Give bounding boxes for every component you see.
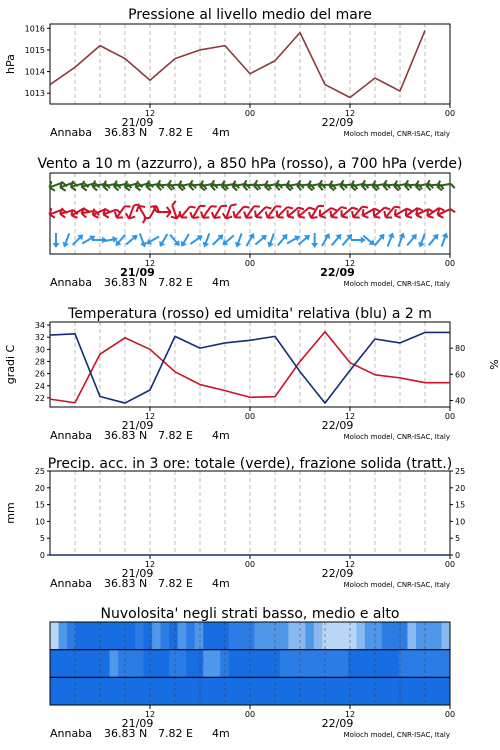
barb-feather [231, 203, 237, 208]
cloud-cell [424, 677, 433, 705]
wind-10m-mark [416, 232, 428, 248]
barb-feather [287, 205, 293, 211]
wind-850hpa-mark [307, 201, 324, 221]
cloud-cell [135, 622, 144, 650]
location-name: Annaba [50, 276, 92, 289]
cloud-cell [110, 650, 119, 678]
cloud-cell [203, 622, 212, 650]
wind-850hpa-mark [382, 201, 401, 220]
cloud-cell [382, 622, 391, 650]
cloud-cell [322, 677, 331, 705]
cloud-cell [433, 650, 442, 678]
arrow-head [416, 242, 424, 249]
wind-10m-mark [61, 232, 73, 248]
location-lon: 7.82 E [158, 577, 193, 590]
cloud-cell [212, 622, 221, 650]
cloud-cell [314, 622, 323, 650]
cloud-cell [365, 677, 374, 705]
y-tick-label: 1015 [24, 45, 45, 55]
arrow-head [157, 241, 166, 249]
y-tick-label: 28 [34, 357, 45, 367]
cloud-cell [144, 622, 153, 650]
barb-feather [385, 206, 391, 212]
wind-10m-mark [137, 232, 149, 248]
model-credit: Moloch model, CNR-ISAC, Italy [343, 280, 450, 288]
y-tick-label: 1014 [24, 67, 45, 77]
date-label: 21/09 [120, 266, 155, 279]
cloud-cell [433, 622, 442, 650]
cloud-cell [416, 650, 425, 678]
x-tick-label: 12 [144, 710, 156, 719]
location-lon: 7.82 E [158, 276, 193, 289]
barb-shaft [288, 208, 299, 217]
cloud-cell [390, 677, 399, 705]
cloud-cell [305, 650, 314, 678]
cloud-cell [169, 677, 178, 705]
wind-10m-mark [188, 233, 204, 247]
x-tick-label: 12 [344, 109, 356, 118]
wind-10m-mark [124, 232, 140, 247]
date-label: 21/09 [121, 116, 154, 129]
model-credit: Moloch model, CNR-ISAC, Italy [343, 433, 450, 441]
cloud-cell [390, 622, 399, 650]
cloud-cell [212, 677, 221, 705]
x-tick-label: 12 [144, 560, 156, 569]
cloud-cell [365, 650, 374, 678]
cloud-cell [297, 622, 306, 650]
cloud-cell [229, 650, 238, 678]
cloud-cell [322, 650, 331, 678]
x-tick-label: 00 [244, 710, 256, 719]
barb-feather [190, 204, 196, 210]
y2-tick-label: 40 [455, 396, 466, 406]
location-name: Annaba [50, 126, 92, 139]
cloud-cell [161, 650, 170, 678]
cloud-cell [101, 650, 110, 678]
cloud-cell [178, 622, 187, 650]
cloud-cell [59, 677, 68, 705]
x-tick-label: 00 [444, 109, 456, 118]
x-tick-label: 12 [144, 412, 156, 421]
cloud-cell [118, 622, 127, 650]
cloud-cell [305, 622, 314, 650]
barb-feather [451, 183, 455, 188]
cloud-cell [356, 677, 365, 705]
date-label: 21/09 [121, 717, 154, 730]
cloud-cell [297, 677, 306, 705]
plot-frame [50, 24, 450, 104]
location-lat: 36.83 N [104, 429, 148, 442]
y2-tick-label: 15 [455, 500, 466, 510]
cloud-cell [237, 677, 246, 705]
cloud-cell [382, 677, 391, 705]
barb-shaft [342, 208, 353, 217]
cloud-cell [365, 622, 374, 650]
cloud-cell [110, 622, 119, 650]
wind-10m-mark [395, 231, 407, 247]
arrow-head [388, 231, 396, 238]
cloud-cell [178, 650, 187, 678]
chart-title-precipitation: Precip. acc. in 3 ore: totale (verde), frazione solida (tratt.) [47, 456, 453, 472]
cloud-cell [305, 677, 314, 705]
wind-10m-mark [233, 232, 245, 248]
cloud-cell [59, 622, 68, 650]
x-tick-label: 12 [344, 710, 356, 719]
cloud-cell [322, 622, 331, 650]
wind-10m-mark [53, 233, 60, 248]
location-alt: 4m [212, 577, 230, 590]
location-lon: 7.82 E [158, 429, 193, 442]
date-label: 21/09 [121, 419, 154, 432]
location-lon: 7.82 E [158, 126, 193, 139]
y-axis-label: hPa [4, 54, 17, 74]
x-tick-label: 00 [244, 109, 256, 118]
chart-title-temperature: Temperatura (rosso) ed umidita' relativa (blu) a 2 m [68, 306, 432, 322]
y2-tick-label: 80 [455, 344, 466, 354]
chart-title-pressure: Pressione al livello medio del mare [128, 7, 372, 23]
model-credit: Moloch model, CNR-ISAC, Italy [343, 130, 450, 138]
location-alt: 4m [212, 276, 230, 289]
cloud-cell [331, 677, 340, 705]
cloud-cell [424, 622, 433, 650]
y-tick-label: 26 [34, 369, 45, 379]
location-lat: 36.83 N [104, 276, 148, 289]
cloud-cell [127, 650, 136, 678]
barb-feather [309, 206, 315, 212]
y2-tick-label: 25 [455, 467, 466, 476]
date-label: 22/09 [321, 717, 354, 730]
cloud-cell [424, 650, 433, 678]
barb-feather [211, 204, 217, 209]
y2-tick-label: 5 [455, 534, 461, 544]
arrow-head [233, 242, 241, 249]
cloud-cell [288, 677, 297, 705]
cloud-cell [50, 677, 59, 705]
cloud-cell [339, 677, 348, 705]
cloud-cell [441, 650, 450, 678]
cloud-cell [84, 677, 93, 705]
y-axis-label: mm [4, 502, 17, 524]
wind-10m-mark [201, 232, 213, 248]
cloud-cell [144, 650, 153, 678]
cloud-cell [118, 650, 127, 678]
x-tick-label: 00 [444, 412, 456, 421]
barb-feather [352, 206, 358, 212]
cloud-cell [127, 622, 136, 650]
wind-10m-mark [319, 231, 333, 247]
cloud-cell [152, 650, 161, 678]
cloud-cell [144, 677, 153, 705]
cloud-cell [161, 677, 170, 705]
location-name: Annaba [50, 429, 92, 442]
wind-10m-mark [426, 232, 441, 248]
barb-feather [221, 203, 227, 208]
y-tick-label: 1016 [24, 24, 45, 34]
cloud-cell [433, 677, 442, 705]
y-tick-label: 20 [34, 483, 45, 493]
y-tick-label: 32 [34, 333, 45, 343]
cloud-cell [76, 622, 85, 650]
cloud-cell [195, 677, 204, 705]
wind-10m-mark [178, 232, 192, 248]
wind-10m-mark [210, 232, 226, 248]
pressure-line [50, 30, 425, 97]
location-lat: 36.83 N [104, 727, 148, 740]
barb-feather [171, 201, 177, 206]
y-axis-label: gradi C [4, 344, 17, 385]
cloud-cell [101, 677, 110, 705]
location-lon: 7.82 E [158, 727, 193, 740]
x-tick-label: 12 [344, 560, 356, 569]
barb-feather [318, 203, 324, 208]
wind-10m-mark [253, 232, 269, 247]
cloud-cell [441, 622, 450, 650]
wind-10m-mark [70, 232, 86, 248]
cloud-cell [416, 622, 425, 650]
cloud-cell [186, 622, 195, 650]
cloud-cell [407, 650, 416, 678]
arrow-head [53, 243, 60, 248]
arrow-head [266, 242, 274, 249]
wind-10m-mark [275, 232, 290, 248]
wind-10m-mark [329, 232, 344, 248]
cloud-cell [356, 622, 365, 650]
model-credit: Moloch model, CNR-ISAC, Italy [343, 731, 450, 739]
cloud-cell [152, 677, 161, 705]
cloud-cell [297, 650, 306, 678]
wind-850hpa-mark [144, 203, 161, 223]
barb-feather [341, 205, 347, 211]
cloud-cell [348, 650, 357, 678]
y-tick-label: 22 [34, 393, 45, 403]
cloud-cell [254, 677, 263, 705]
wind-10m-mark [144, 233, 160, 247]
cloud-cell [416, 677, 425, 705]
date-label: 22/09 [321, 419, 354, 432]
cloud-cell [135, 650, 144, 678]
cloud-cell [407, 677, 416, 705]
wind-850hpa-mark [436, 203, 456, 219]
cloud-cell [50, 622, 59, 650]
cloud-cell [59, 650, 68, 678]
chart-title-cloud: Nuvolosita' negli strati basso, medio e alto [100, 606, 400, 622]
cloud-cell [118, 677, 127, 705]
barb-feather [125, 204, 131, 209]
location-alt: 4m [212, 126, 230, 139]
x-tick-label: 12 [144, 109, 156, 118]
barb-shaft [181, 207, 190, 218]
y-tick-label: 24 [34, 381, 45, 391]
arrow-head [311, 243, 318, 248]
wind-10m-mark [351, 237, 366, 244]
cloud-cell [314, 650, 323, 678]
arrow-head [294, 233, 302, 242]
arrow-head [178, 241, 187, 249]
y2-tick-label: 20 [455, 483, 466, 493]
wind-10m-mark [404, 232, 419, 248]
wind-850hpa-mark [154, 207, 171, 217]
cloud-cell [186, 650, 195, 678]
cloud-cell [169, 622, 178, 650]
cloud-cell [348, 622, 357, 650]
wind-10m-mark [311, 233, 318, 248]
date-label: 22/09 [321, 567, 354, 580]
cloud-cell [76, 650, 85, 678]
cloud-cell [229, 622, 238, 650]
cloud-cell [237, 650, 246, 678]
cloud-cell [84, 650, 93, 678]
cloud-cell [186, 677, 195, 705]
barb-feather [266, 205, 272, 211]
location-lat: 36.83 N [104, 126, 148, 139]
cloud-cell [50, 650, 59, 678]
cloud-cell [280, 650, 289, 678]
date-label: 22/09 [320, 266, 355, 279]
cloud-cell [254, 622, 263, 650]
cloud-cell [212, 650, 221, 678]
barb-feather [254, 204, 260, 209]
x-tick-label: 00 [444, 710, 456, 719]
cloud-cell [135, 677, 144, 705]
cloud-cell [441, 677, 450, 705]
y-tick-label: 0 [39, 551, 45, 560]
cloud-cell [263, 677, 272, 705]
cloud-cell [195, 622, 204, 650]
y-tick-label: 1013 [24, 89, 45, 99]
x-tick-label: 12 [344, 259, 356, 268]
cloud-cell [195, 650, 204, 678]
y-tick-label: 30 [34, 345, 45, 355]
y-tick-label: 34 [34, 321, 45, 331]
wind-10m-mark [438, 231, 450, 247]
x-tick-label: 00 [444, 560, 456, 569]
wind-10m-mark [384, 231, 396, 247]
wind-850hpa-mark [349, 201, 368, 220]
barb-shaft [203, 206, 211, 217]
cloud-cell [271, 622, 280, 650]
barb-feather [244, 204, 250, 210]
cloud-cell [382, 650, 391, 678]
cloud-cell [161, 622, 170, 650]
cloud-cell [331, 650, 340, 678]
cloud-cell [254, 650, 263, 678]
wind-10m-mark [157, 232, 171, 248]
y2-axis-label: % [487, 359, 500, 370]
cloud-cell [339, 650, 348, 678]
barb-feather [362, 204, 368, 210]
cloud-cell [203, 650, 212, 678]
wind-850hpa-mark [134, 203, 151, 223]
cloud-cell [101, 622, 110, 650]
x-tick-label: 00 [244, 560, 256, 569]
y2-tick-label: 0 [455, 551, 461, 560]
barb-shaft [277, 207, 287, 217]
barb-shaft [256, 207, 266, 217]
x-tick-label: 12 [144, 259, 156, 268]
y-tick-label: 5 [39, 534, 45, 544]
x-tick-label: 00 [444, 259, 456, 268]
cloud-cell [152, 622, 161, 650]
cloud-cell [263, 650, 272, 678]
wind-10m-mark [296, 232, 312, 247]
location-name: Annaba [50, 577, 92, 590]
arrow-head [61, 242, 69, 249]
cloud-cell [288, 650, 297, 678]
cloud-cell [280, 622, 289, 650]
chart-title-wind: Vento a 10 m (azzurro), a 850 hPa (rosso), a 700 hPa (verde) [37, 156, 463, 172]
cloud-cell [263, 622, 272, 650]
cloud-cell [229, 677, 238, 705]
model-credit: Moloch model, CNR-ISAC, Italy [343, 581, 450, 589]
wind-700hpa-mark [436, 178, 454, 191]
cloud-cell [314, 677, 323, 705]
y2-tick-label: 10 [455, 517, 466, 527]
cloud-cell [407, 622, 416, 650]
cloud-cell [237, 622, 246, 650]
cloud-cell [271, 650, 280, 678]
barb-shaft [235, 207, 244, 218]
cloud-cell [390, 650, 399, 678]
cloud-cell [76, 677, 85, 705]
date-label: 22/09 [321, 116, 354, 129]
barb-feather [276, 204, 282, 209]
cloud-cell [178, 677, 187, 705]
barb-feather [450, 208, 455, 214]
cloud-cell [288, 622, 297, 650]
x-tick-label: 00 [244, 412, 256, 421]
cloud-cell [356, 650, 365, 678]
cloud-cell [280, 677, 289, 705]
cloud-cell [271, 677, 280, 705]
y-tick-label: 25 [34, 467, 45, 476]
arrow-head [201, 242, 209, 249]
date-label: 21/09 [121, 567, 154, 580]
x-tick-label: 00 [244, 259, 256, 268]
location-alt: 4m [212, 727, 230, 740]
location-lat: 36.83 N [104, 577, 148, 590]
x-tick-label: 12 [344, 412, 356, 421]
arrow-head [442, 231, 450, 238]
cloud-cell [203, 677, 212, 705]
cloud-cell [339, 622, 348, 650]
wind-10m-mark [372, 232, 387, 248]
cloud-cell [110, 677, 119, 705]
cloud-cell [84, 622, 93, 650]
cloud-cell [348, 677, 357, 705]
location-name: Annaba [50, 727, 92, 740]
cloud-cell [331, 622, 340, 650]
y-tick-label: 15 [34, 500, 45, 510]
y-tick-label: 10 [34, 517, 45, 527]
location-alt: 4m [212, 429, 230, 442]
cloud-cell [169, 650, 178, 678]
y2-tick-label: 60 [455, 370, 466, 380]
cloud-cell [127, 677, 136, 705]
